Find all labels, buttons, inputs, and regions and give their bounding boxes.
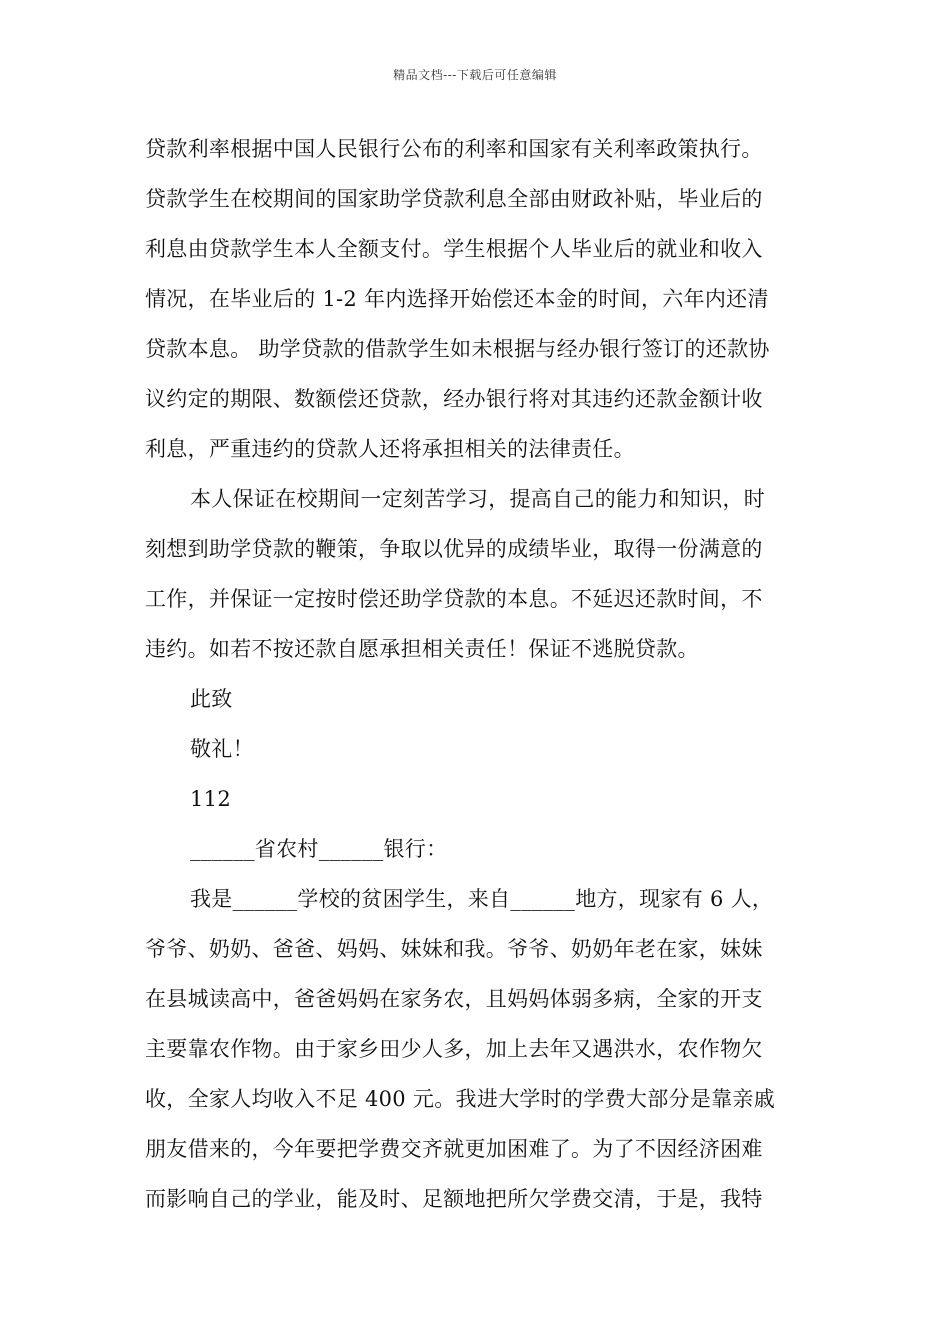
closing-salutation: 此致: [190, 687, 233, 711]
text-line: 刻想到助学贷款的鞭策，争取以优异的成绩毕业，取得一份满意的: [145, 537, 763, 561]
text-line: 而影响自己的学业，能及时、足额地把所欠学费交清，于是，我特: [145, 1187, 763, 1211]
text-line: 贷款利率根据中国人民银行公布的利率和国家有关利率政策执行。: [145, 137, 763, 161]
letter-addressee: ______省农村______银行：: [190, 837, 448, 861]
text-line: 在县城读高中，爸爸妈妈在家务农，且妈妈体弱多病，全家的开支: [145, 987, 763, 1011]
text-line: 爷爷、奶奶、爸爸、妈妈、妹妹和我。爷爷、奶奶年老在家，妹妹: [145, 937, 763, 961]
text-line: 主要靠农作物。由于家乡田少人多，加上去年又遇洪水，农作物欠: [145, 1037, 763, 1061]
text-line: 贷款学生在校期间的国家助学贷款利息全部由财政补贴，毕业后的: [145, 187, 763, 211]
text-line: 利息，严重违约的贷款人还将承担相关的法律责任。: [145, 437, 635, 461]
text-line: 我是______学校的贫困学生，来自______地方，现家有 6 人，: [190, 887, 774, 911]
closing-regards: 敬礼！: [190, 737, 254, 761]
text-line: 本人保证在校期间一定刻苦学习，提高自己的能力和知识，时: [190, 487, 766, 511]
text-line: 朋友借来的，今年要把学费交齐就更加困难了。为了不因经济困难: [145, 1137, 763, 1161]
text-line: 工作，并保证一定按时偿还助学贷款的本息。不延迟还款时间，不: [145, 587, 763, 611]
paragraph-pledge: [145, 474, 810, 674]
page-header: 精品文档---下载后可任意编辑: [393, 68, 557, 82]
document-body: [145, 124, 810, 1224]
text-line: 议约定的期限、数额偿还贷款，经办银行将对其违约还款金额计收: [145, 387, 763, 411]
text-line: 利息由贷款学生本人全额支付。学生根据个人毕业后的就业和收入: [145, 237, 763, 261]
text-line: 情况，在毕业后的 1-2 年内选择开始偿还本金的时间，六年内还清: [145, 287, 769, 311]
text-line: 收，全家人均收入不足 400 元。我进大学时的学费大部分是靠亲戚: [145, 1087, 776, 1111]
paragraph-family-situation: [145, 874, 810, 1224]
text-line: 违约。如若不按还款自愿承担相关责任！保证不逃脱贷款。: [145, 637, 699, 661]
paragraph-loan-terms: [145, 124, 810, 474]
text-line: 贷款本息。 助学贷款的借款学生如未根据与经办银行签订的还款协: [145, 337, 770, 361]
section-number: 112: [190, 787, 231, 811]
